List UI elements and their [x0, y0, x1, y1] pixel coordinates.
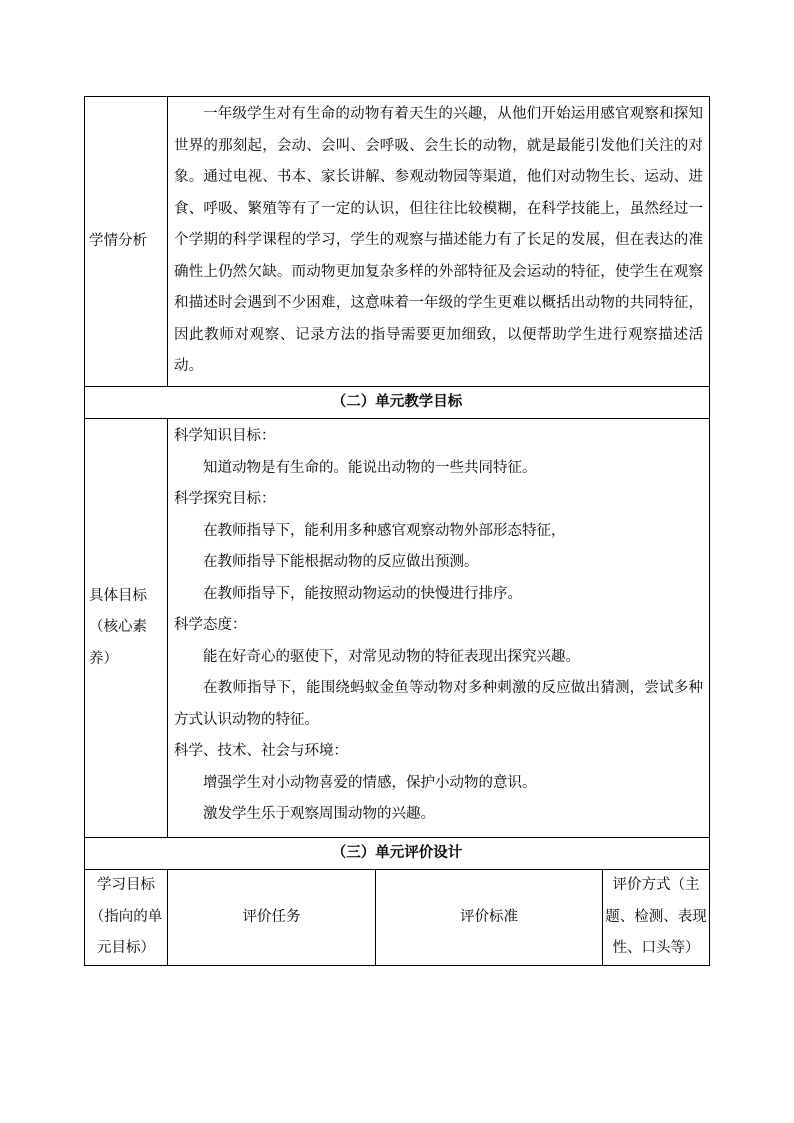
eval-col-method [603, 870, 710, 966]
sts-goal-item: 增强学生对小动物喜爱的情感，保护小动物的意识。 [203, 774, 537, 791]
inquiry-goal-item: 在教师指导下能根据动物的反应做出预测。 [203, 554, 479, 570]
situation-analysis-text: 一年级学生对有生命的动物有着天生的兴趣，从他们开始运用感官观察和探知世界的那刻起，会动、会叫、会呼吸、会生长的动物，就是最能引发他们关注的对象。通过电视、书本、家长讲解、参观动物园等渠道，他们对动物生长、运动、进食、呼吸、繁殖等有了一定的认识，但往往比较模糊，在科学技能上，虽然经过一个学期的科学课程的学习，学生的观察与描述能力有了长足的发展，但在表达的准确性上仍然欠缺。而动物更加复杂多样的外部特征及会运动的特征，使学生在观察和描述时会遇到不少困难，这意味着一年级的学生更难以概括出动物的共同特征，因此教师对观察、记录方法的指导需要更加细致，以便帮助学生进行观察描述活动。 [174, 106, 704, 374]
attitude-goal-item: 在教师指导下，能围绕蚂蚁金鱼等动物对多种刺激的反应做出猜测，尝试多种方式认识动物的特征。 [174, 680, 704, 728]
sts-goal-heading: 科学、技术、社会与环境： [174, 743, 348, 759]
eval-col-criteria: 评价标准 [376, 870, 603, 966]
goals-row [85, 419, 710, 838]
situation-analysis-content [168, 97, 710, 387]
knowledge-goal-item: 知道动物是有生命的。能说出动物的一些共同特征。 [203, 459, 537, 476]
goals-label: 具体目标（核心素养） [89, 587, 147, 667]
section3-title: （三）单元评价设计 [85, 837, 710, 870]
evaluation-header-row [85, 870, 710, 966]
knowledge-goal-heading: 科学知识目标： [174, 428, 276, 444]
situation-analysis-row [85, 97, 710, 387]
eval-col-task: 评价任务 [168, 870, 376, 966]
situation-analysis-label: 学情分析 [89, 232, 147, 249]
section3-row [85, 837, 710, 870]
inquiry-goal-item: 在教师指导下，能按照动物运动的快慢进行排序。 [203, 585, 522, 602]
lesson-plan-table [84, 96, 710, 966]
attitude-goal-heading: 科学态度： [174, 617, 247, 633]
eval-col-method-text: 评价方式（主题、检测、表现性、口头等） [605, 877, 707, 956]
attitude-goal-item: 能在好奇心的驱使下，对常见动物的特征表现出探究兴趣。 [203, 648, 580, 665]
goals-label-cell [85, 419, 168, 838]
section2-row [85, 386, 710, 419]
sts-goal-item: 激发学生乐于观察周围动物的兴趣。 [203, 806, 435, 822]
inquiry-goal-heading: 科学探究目标： [174, 491, 276, 507]
inquiry-goal-item: 在教师指导下，能利用多种感官观察动物外部形态特征， [203, 522, 566, 539]
eval-col-learning-goal-text: 学习目标（指向的单元目标） [89, 877, 163, 956]
section2-title: （二）单元教学目标 [85, 386, 710, 419]
situation-analysis-label-cell [85, 97, 168, 387]
goals-content [168, 419, 710, 838]
eval-col-learning-goal [85, 870, 168, 966]
